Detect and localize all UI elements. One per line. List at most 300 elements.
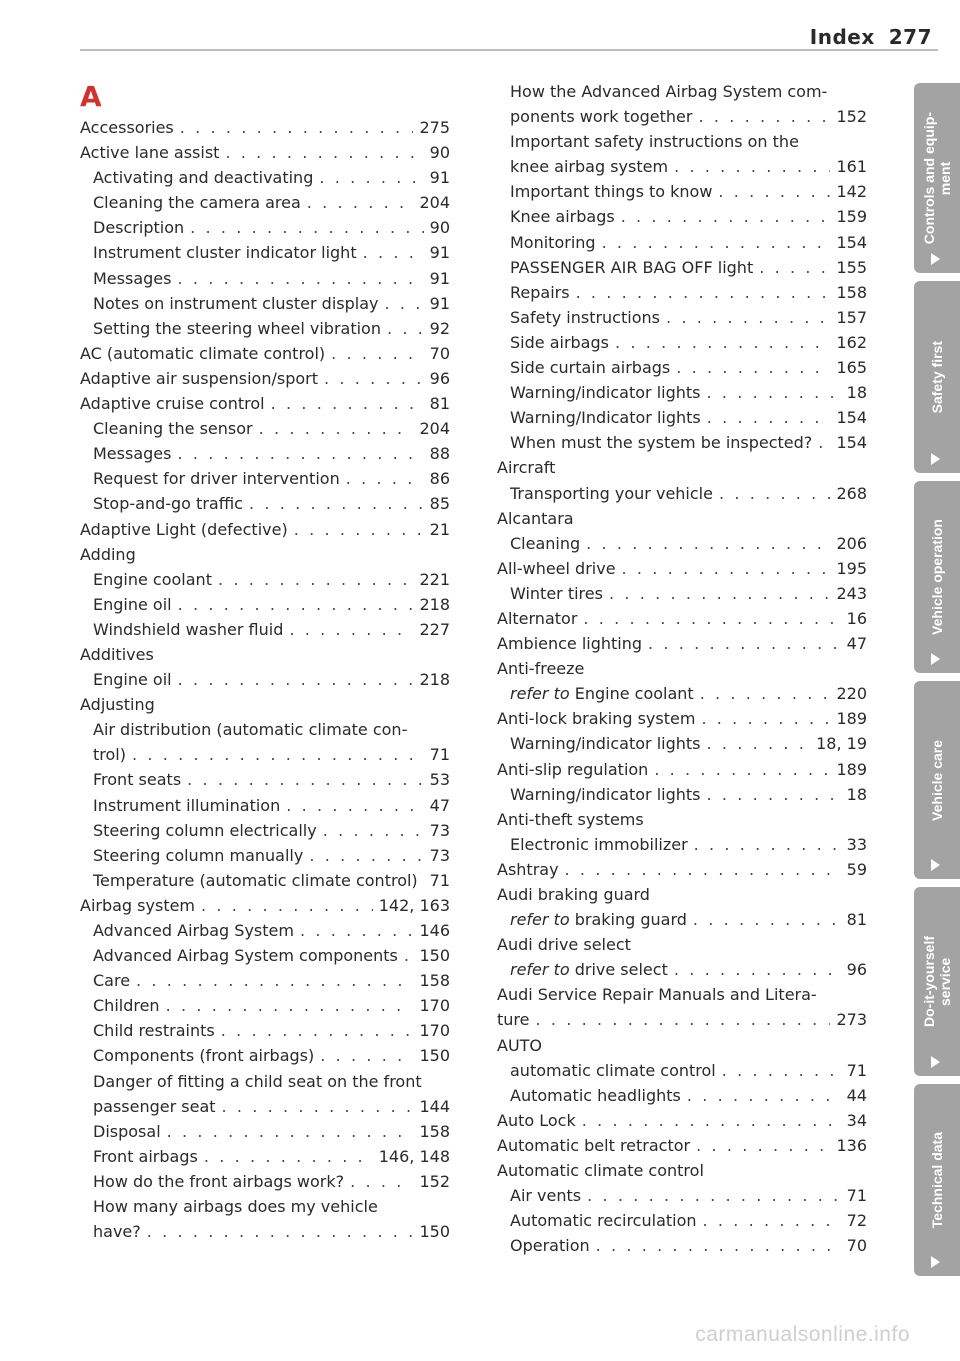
page-header	[810, 25, 932, 49]
index-entry	[497, 783, 867, 808]
entry-page: 18	[846, 383, 867, 403]
index-entry	[497, 632, 867, 657]
entry-term: Adaptive Light (defective)	[80, 519, 288, 539]
index-entry	[497, 130, 867, 155]
entry-term: Notes on instrument cluster display	[93, 293, 379, 313]
leader-dots	[289, 618, 413, 643]
leader-dots	[587, 1184, 841, 1209]
index-entry	[497, 1184, 867, 1209]
leader-dots	[535, 1008, 830, 1033]
index-entry	[497, 256, 867, 281]
entry-page: 157	[836, 307, 867, 327]
leader-dots	[586, 532, 830, 557]
entry-term: Air distribution (automatic climate con-	[93, 720, 408, 740]
leader-dots	[706, 381, 840, 406]
entry-page: 92	[429, 318, 450, 338]
entry-term: refer to braking guard	[510, 910, 687, 930]
entry-page: 88	[429, 444, 450, 464]
index-entry	[497, 281, 867, 306]
entry-page: 161	[836, 157, 867, 177]
leader-dots	[666, 306, 830, 331]
leader-dots	[166, 994, 414, 1019]
leader-dots	[323, 819, 424, 844]
index-entry	[80, 593, 450, 618]
leader-dots	[177, 267, 423, 292]
leader-dots	[622, 557, 831, 582]
index-entry	[80, 442, 450, 467]
index-entry	[497, 808, 867, 833]
leader-dots	[576, 281, 831, 306]
index-entry	[497, 1134, 867, 1159]
entry-page: 165	[836, 358, 867, 378]
entry-term: Engine coolant	[93, 569, 212, 589]
index-entry	[497, 1209, 867, 1234]
entry-term: All-wheel drive	[497, 558, 616, 578]
index-entry	[497, 958, 867, 983]
entry-page: 218	[419, 594, 450, 614]
index-entry	[80, 141, 450, 166]
entry-page: 204	[419, 193, 450, 213]
index-entry	[80, 543, 450, 568]
index-column-right	[497, 80, 867, 1259]
entry-term: How many airbags does my vehicle	[93, 1197, 378, 1217]
entry-page: 85	[429, 494, 450, 514]
leader-dots	[404, 944, 414, 969]
entry-term: Adaptive cruise control	[80, 394, 265, 414]
index-entry	[80, 467, 450, 492]
index-entry	[80, 994, 450, 1019]
leader-dots	[187, 768, 423, 793]
index-entry	[80, 417, 450, 442]
chapter-tab-label: Controls and equip- ment	[921, 111, 953, 245]
chapter-tab[interactable]	[914, 481, 960, 673]
entry-term: Automatic recirculation	[510, 1211, 697, 1231]
index-entry	[497, 80, 867, 105]
entry-term: refer to drive select	[510, 960, 668, 980]
index-entry	[497, 1109, 867, 1134]
entry-page: 71	[846, 1060, 867, 1080]
entry-page: 34	[846, 1110, 867, 1130]
entry-term: Warning/indicator lights	[510, 734, 701, 754]
entry-term: Care	[93, 971, 131, 991]
entry-page: 33	[846, 834, 867, 854]
index-entry	[497, 707, 867, 732]
entry-page: 86	[429, 469, 450, 489]
chapter-tab[interactable]	[914, 887, 960, 1076]
entry-term: Ambience lighting	[497, 634, 643, 654]
index-entry	[497, 858, 867, 883]
entry-page: 72	[846, 1211, 867, 1231]
entry-page: 21	[429, 519, 450, 539]
entry-term: Children	[93, 996, 160, 1016]
leader-dots	[693, 908, 841, 933]
index-column-left	[80, 80, 450, 1245]
entry-term: Alcantara	[497, 508, 574, 528]
play-triangle-icon	[931, 253, 940, 265]
entry-term: Components (front airbags)	[93, 1046, 315, 1066]
entry-reference: refer to	[510, 910, 575, 930]
entry-term: Audi drive select	[497, 935, 631, 955]
entry-page: 152	[419, 1171, 450, 1191]
entry-term: Important things to know	[510, 182, 713, 202]
leader-dots	[222, 1095, 414, 1120]
index-entry	[80, 1170, 450, 1195]
index-entry	[497, 155, 867, 180]
entry-page: 96	[846, 960, 867, 980]
index-entry	[80, 367, 450, 392]
leader-dots	[387, 317, 424, 342]
entry-page: 273	[836, 1010, 867, 1030]
chapter-tab[interactable]	[914, 83, 960, 273]
leader-dots	[221, 1019, 414, 1044]
index-entry	[80, 166, 450, 191]
index-entry	[497, 1059, 867, 1084]
entry-term: have?	[93, 1222, 141, 1242]
chapter-tabs	[914, 83, 960, 1284]
entry-term: Cleaning the camera area	[93, 193, 301, 213]
index-entry	[80, 568, 450, 593]
entry-term: PASSENGER AIR BAG OFF light	[510, 257, 754, 277]
index-entry	[497, 883, 867, 908]
entry-term: Electronic immobilizer	[510, 834, 688, 854]
entry-term: Audi Service Repair Manuals and Litera-	[497, 985, 817, 1005]
chapter-tab[interactable]	[914, 281, 960, 473]
leader-dots	[706, 732, 810, 757]
leader-dots	[674, 155, 830, 180]
chapter-tab-label: Safety first	[929, 340, 945, 414]
entry-term: Description	[93, 218, 185, 238]
entry-term: Additives	[80, 644, 154, 664]
leader-dots	[167, 1120, 414, 1145]
leader-dots	[818, 431, 830, 456]
entry-page: 142	[836, 182, 867, 202]
entry-term: Anti-freeze	[497, 659, 585, 679]
section-title: Index	[809, 25, 875, 49]
index-entry	[80, 317, 450, 342]
index-entry	[80, 819, 450, 844]
leader-dots	[201, 894, 373, 919]
leader-dots	[694, 833, 841, 858]
entry-term: Repairs	[510, 282, 570, 302]
entry-page: 16	[846, 608, 867, 628]
entry-reference: refer to	[510, 960, 575, 980]
index-entry	[80, 869, 450, 894]
index-entry	[497, 507, 867, 532]
leader-dots	[687, 1084, 841, 1109]
entry-page: 221	[419, 569, 450, 589]
leader-dots	[648, 632, 841, 657]
entry-page: 44	[846, 1085, 867, 1105]
leader-dots	[204, 1145, 373, 1170]
entry-page: 150	[419, 1046, 450, 1066]
entry-page: 159	[836, 207, 867, 227]
index-entry	[80, 1095, 450, 1120]
leader-dots	[718, 180, 830, 205]
entry-page: 189	[836, 709, 867, 729]
entry-page: 170	[419, 1021, 450, 1041]
entry-term: Anti-slip regulation	[497, 759, 649, 779]
index-entry	[497, 431, 867, 456]
leader-dots	[696, 1134, 830, 1159]
index-entry	[497, 732, 867, 757]
entry-term: Engine oil	[93, 594, 172, 614]
entry-term: Operation	[510, 1236, 590, 1256]
entry-page: 154	[836, 408, 867, 428]
index-entry	[80, 944, 450, 969]
leader-dots	[309, 844, 423, 869]
entry-term: Aircraft	[497, 458, 556, 478]
play-triangle-icon	[931, 653, 940, 665]
leader-dots	[583, 607, 840, 632]
chapter-tab-label: Do-it-yourself service	[921, 936, 953, 1027]
entry-page: 158	[419, 1121, 450, 1141]
leader-dots	[700, 682, 831, 707]
entry-term: Warning/indicator lights	[510, 784, 701, 804]
leader-dots	[759, 256, 830, 281]
entry-page: 204	[419, 419, 450, 439]
leader-dots	[703, 1209, 841, 1234]
entry-page: 70	[429, 343, 450, 363]
entry-term: Winter tires	[510, 583, 603, 603]
leader-dots	[582, 1109, 841, 1134]
entry-term: trol)	[93, 745, 126, 765]
entry-page: 70	[846, 1236, 867, 1256]
index-entry	[497, 231, 867, 256]
entry-term: Setting the steering wheel vibration	[93, 318, 381, 338]
leader-dots	[701, 707, 830, 732]
leader-dots	[218, 568, 413, 593]
leader-dots	[178, 593, 414, 618]
entry-term: Warning/Indicator lights	[510, 408, 701, 428]
leader-dots	[621, 205, 831, 230]
index-entry	[497, 381, 867, 406]
index-entry	[497, 657, 867, 682]
leader-dots	[286, 794, 423, 819]
entry-term: Steering column manually	[93, 845, 304, 865]
entry-term: How do the front airbags work?	[93, 1171, 345, 1191]
index-entry	[80, 718, 450, 743]
entry-term: Instrument cluster indicator light	[93, 243, 357, 263]
leader-dots	[136, 969, 413, 994]
index-entry	[80, 1044, 450, 1069]
index-entry	[80, 794, 450, 819]
entry-reference: refer to	[510, 684, 575, 704]
index-entry	[497, 933, 867, 958]
leader-dots	[319, 166, 423, 191]
entry-term: How the Advanced Airbag System com-	[510, 82, 828, 101]
entry-page: 146	[419, 921, 450, 940]
index-entry	[497, 306, 867, 331]
entry-page: 146, 148	[378, 1146, 450, 1166]
entry-page: 189	[836, 759, 867, 779]
index-entry	[497, 356, 867, 381]
entry-page: 81	[846, 910, 867, 930]
entry-page: 155	[836, 257, 867, 277]
index-entry	[80, 668, 450, 693]
leader-dots	[706, 783, 840, 808]
entry-term: Adjusting	[80, 695, 155, 715]
chapter-tab[interactable]	[914, 681, 960, 879]
entry-term: passenger seat	[93, 1096, 216, 1116]
entry-page: 158	[836, 282, 867, 302]
entry-term: Activating and deactivating	[93, 168, 314, 188]
entry-term: Automatic climate control	[497, 1161, 704, 1181]
entry-term: Engine oil	[93, 670, 172, 690]
leader-dots	[350, 1170, 413, 1195]
index-entry	[80, 969, 450, 994]
entry-term: Auto Lock	[497, 1110, 576, 1130]
leader-dots	[602, 231, 831, 256]
entry-page: 59	[846, 859, 867, 879]
index-entry	[80, 693, 450, 718]
leader-dots	[320, 1044, 413, 1069]
entry-term: Side curtain airbags	[510, 358, 671, 378]
index-entry	[80, 844, 450, 869]
entry-term: Request for driver intervention	[93, 469, 340, 489]
leader-dots	[346, 467, 424, 492]
index-entry	[497, 482, 867, 507]
entry-term: knee airbag system	[510, 157, 669, 177]
index-entry	[497, 983, 867, 1008]
leader-dots	[363, 241, 424, 266]
leader-dots	[307, 191, 414, 216]
entry-page: 73	[429, 820, 450, 840]
entry-page: 91	[429, 293, 450, 313]
entry-term: Monitoring	[510, 232, 596, 252]
entry-page: 81	[429, 394, 450, 414]
index-entry	[497, 1159, 867, 1184]
entry-page: 154	[836, 232, 867, 252]
index-entry	[497, 582, 867, 607]
entry-page: 154	[836, 433, 867, 453]
entry-term: Adding	[80, 544, 136, 564]
entry-page: 90	[429, 218, 450, 238]
index-entry	[80, 267, 450, 292]
entry-term: Disposal	[93, 1121, 161, 1141]
entry-page: 96	[429, 368, 450, 388]
entry-term: Automatic headlights	[510, 1085, 681, 1105]
leader-dots	[324, 367, 424, 392]
entry-term: Safety instructions	[510, 307, 660, 327]
entry-page: 71	[846, 1186, 867, 1206]
index-entry	[80, 292, 450, 317]
index-entry	[80, 643, 450, 668]
index-entry	[497, 105, 867, 130]
index-entry	[497, 1008, 867, 1033]
entry-page: 158	[419, 971, 450, 991]
entry-page: 152	[836, 107, 867, 127]
index-entry	[497, 758, 867, 783]
entry-term: Important safety instructions on the	[510, 132, 799, 152]
entry-term: When must the system be inspected?	[510, 433, 813, 453]
chapter-tab-label: Vehicle operation	[929, 519, 945, 635]
leader-dots	[259, 417, 414, 442]
index-entry	[497, 532, 867, 557]
leader-dots	[707, 406, 831, 431]
entry-term: Messages	[93, 444, 172, 464]
chapter-tab-label: Vehicle care	[929, 739, 945, 821]
leader-dots	[719, 482, 831, 507]
leader-dots	[249, 492, 424, 517]
entry-page: 71	[429, 745, 450, 765]
leader-dots	[674, 958, 841, 983]
page-number: 277	[888, 25, 932, 49]
index-entry	[80, 518, 450, 543]
entry-term: Front airbags	[93, 1146, 198, 1166]
entry-term: Steering column electrically	[93, 820, 317, 840]
entry-term: ture	[497, 1010, 530, 1030]
leader-dots	[147, 1220, 414, 1245]
entry-term: Cleaning	[510, 533, 581, 553]
entry-term: Messages	[93, 268, 172, 288]
index-entry	[80, 191, 450, 216]
entry-term: Ashtray	[497, 859, 559, 879]
entry-page: 91	[429, 268, 450, 288]
entry-term: Advanced Airbag System components	[93, 946, 398, 966]
entry-page: 136	[836, 1135, 867, 1155]
leader-dots	[300, 919, 414, 944]
index-entry	[80, 743, 450, 768]
entry-page: 18	[846, 784, 867, 804]
entry-page: 73	[429, 845, 450, 865]
entry-page: 47	[429, 795, 450, 815]
entry-page: 227	[419, 619, 450, 639]
header-rule	[80, 49, 938, 51]
index-entry	[497, 682, 867, 707]
entry-term: Cleaning the sensor	[93, 419, 253, 439]
entry-page: 195	[836, 558, 867, 578]
leader-dots	[180, 116, 414, 141]
index-entry	[80, 894, 450, 919]
index-entry	[497, 406, 867, 431]
index-entry	[497, 1234, 867, 1259]
entry-term: Stop-and-go traffic	[93, 494, 243, 514]
entry-term: Knee airbags	[510, 207, 615, 227]
entry-term: AUTO	[497, 1035, 543, 1055]
entry-term: Warning/indicator lights	[510, 383, 701, 403]
entry-term: Front seats	[93, 770, 182, 790]
index-entry	[497, 205, 867, 230]
index-entry	[80, 1070, 450, 1095]
index-entry	[80, 392, 450, 417]
index-entry	[80, 1220, 450, 1245]
index-entry	[80, 919, 450, 944]
entry-term: Alternator	[497, 608, 578, 628]
chapter-tab[interactable]	[914, 1084, 960, 1276]
entry-page: 144	[419, 1096, 450, 1116]
entry-term: Windshield washer fluid	[93, 619, 284, 639]
leader-dots	[722, 1059, 841, 1084]
entry-term: Air vents	[510, 1186, 582, 1206]
index-entry	[80, 1195, 450, 1220]
index-entry	[497, 833, 867, 858]
leader-dots	[676, 356, 830, 381]
play-triangle-icon	[931, 1256, 940, 1268]
entry-page: 91	[429, 243, 450, 263]
entry-page: 275	[419, 118, 450, 137]
chapter-tab-label: Technical data	[929, 1131, 945, 1229]
entry-term: Anti-theft systems	[497, 809, 644, 829]
entry-term: Accessories	[80, 118, 174, 137]
leader-dots	[331, 342, 423, 367]
leader-dots	[132, 743, 424, 768]
index-entry	[80, 492, 450, 517]
leader-dots	[177, 442, 423, 467]
entry-term: Airbag system	[80, 895, 196, 915]
leader-dots	[225, 141, 423, 166]
entry-term: Advanced Airbag System	[93, 921, 294, 940]
entry-term: Temperature (automatic climate control)	[93, 870, 418, 890]
